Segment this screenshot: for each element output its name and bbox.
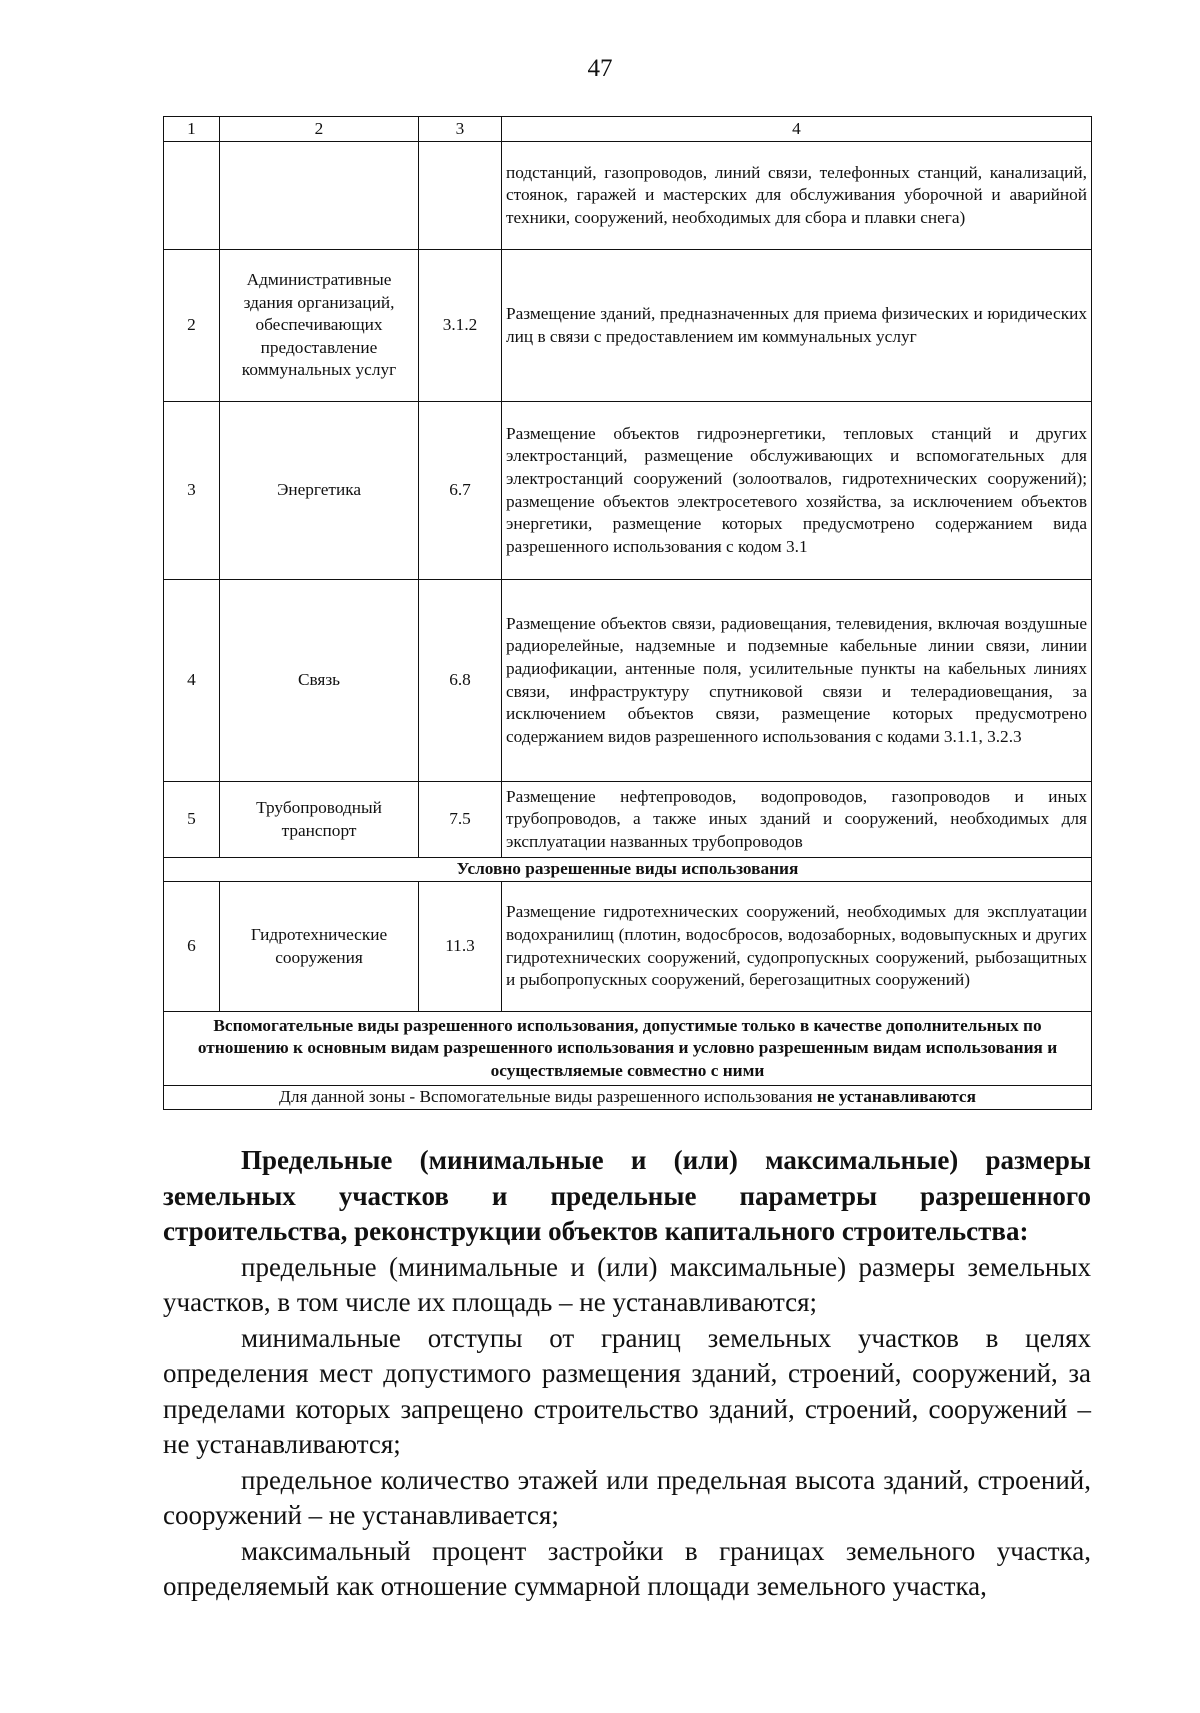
table-row <box>164 142 1092 250</box>
auxiliary-note-text: Для данной зоны - Вспомогательные виды разрешенного использования <box>279 1087 817 1107</box>
parameters-section <box>163 1143 1091 1605</box>
auxiliary-use-heading: Вспомогательные виды разрешенного использования, допустимые только в качестве дополнительных по отношению к основным видам разрешенного использования и условно разрешенным видам использования и осуществляемые совместно с ними <box>164 1012 1092 1086</box>
table-row <box>164 882 1092 1012</box>
table-row <box>164 782 1092 858</box>
parameters-heading: Предельные (минимальные и (или) максимальные) размеры земельных участков и предельные параметры разрешенного строительства, реконструкции объектов капитального строительства: <box>163 1145 1091 1246</box>
auxiliary-note-bold: не устанавливаются <box>816 1087 976 1107</box>
row-name: Энергетика <box>220 402 419 580</box>
row-code: 7.5 <box>419 782 502 858</box>
page-number: 47 <box>587 55 613 82</box>
table-row <box>164 402 1092 580</box>
row-description: подстанций, газопроводов, линий связи, телефонных станций, канализаций, стоянок, гаражей и мастерских для обслуживания уборочной и аварийной техники, сооружений, необходимых для сбора и плавки снега) <box>502 142 1092 250</box>
column-header: 2 <box>220 117 419 142</box>
row-description: Размещение объектов гидроэнергетики, тепловых станций и других электростанций, размещение обслуживающих и вспомогательных для электростанций сооружений (золоотвалов, гидротехнических сооружений); размещение объектов электросетевого хозяйства, за исключением объектов энергетики, размещение которых предусмотрено содержанием вида разрешенного использования с кодом 3.1 <box>502 402 1092 580</box>
table-row <box>164 250 1092 402</box>
row-code: 3.1.2 <box>419 250 502 402</box>
row-name: Трубопроводный транспорт <box>220 782 419 858</box>
table-row <box>164 580 1092 782</box>
row-number <box>164 142 220 250</box>
row-name: Связь <box>220 580 419 782</box>
row-code <box>419 142 502 250</box>
row-number: 2 <box>164 250 220 402</box>
paragraph: предельные (минимальные и (или) максимальные) размеры земельных участков, в том числе их площадь – не устанавливаются; <box>163 1251 1091 1317</box>
row-number: 5 <box>164 782 220 858</box>
paragraph: максимальный процент застройки в границах земельного участка, определяемый как отношение суммарной площади земельного участка, <box>163 1535 1091 1601</box>
auxiliary-note-row <box>164 1086 1092 1110</box>
section-row-auxiliary <box>164 1012 1092 1086</box>
table-header-row <box>164 117 1092 142</box>
row-name: Гидротехнические сооружения <box>220 882 419 1012</box>
row-code: 6.7 <box>419 402 502 580</box>
row-description: Размещение объектов связи, радиовещания, телевидения, включая воздушные радиорелейные, надземные и подземные кабельные линии связи, линии радиофикации, антенные поля, усилительные пункты на кабельных линиях связи, инфраструктуру спутниковой связи и телерадиовещания, за исключением объектов связи, размещение которых предусмотрено содержанием видов разрешенного использования с кодами 3.1.1, 3.2.3 <box>502 580 1092 782</box>
auxiliary-note <box>164 1086 1092 1110</box>
paragraph: предельное количество этажей или предельная высота зданий, строений, сооружений – не устанавливается; <box>163 1464 1091 1530</box>
row-name: Административные здания организаций, обеспечивающих предоставление коммунальных услуг <box>220 250 419 402</box>
row-description: Размещение зданий, предназначенных для приема физических и юридических лиц в связи с предоставлением им коммунальных услуг <box>502 250 1092 402</box>
paragraph: минимальные отступы от границ земельных участков в целях определения мест допустимого размещения зданий, строений, сооружений, за пределами которых запрещено строительство зданий, строений, сооружений – не устанавливаются; <box>163 1322 1091 1459</box>
row-number: 4 <box>164 580 220 782</box>
row-description: Размещение гидротехнических сооружений, необходимых для эксплуатации водохранилищ (плотин, водосбросов, водозаборных, водовыпускных и других гидротехнических сооружений, судопропускных сооружений, рыбозащитных и рыбопропускных сооружений, берегозащитных сооружений) <box>502 882 1092 1012</box>
row-number: 6 <box>164 882 220 1012</box>
column-header: 4 <box>502 117 1092 142</box>
conditional-use-heading: Условно разрешенные виды использования <box>164 858 1092 882</box>
row-code: 6.8 <box>419 580 502 782</box>
column-header: 1 <box>164 117 220 142</box>
permitted-use-table <box>163 116 1092 1110</box>
row-name <box>220 142 419 250</box>
column-header: 3 <box>419 117 502 142</box>
row-code: 11.3 <box>419 882 502 1012</box>
row-description: Размещение нефтепроводов, водопроводов, газопроводов и иных трубопроводов, а также иных зданий и сооружений, необходимых для эксплуатации названных трубопроводов <box>502 782 1092 858</box>
section-row-conditional <box>164 858 1092 882</box>
row-number: 3 <box>164 402 220 580</box>
